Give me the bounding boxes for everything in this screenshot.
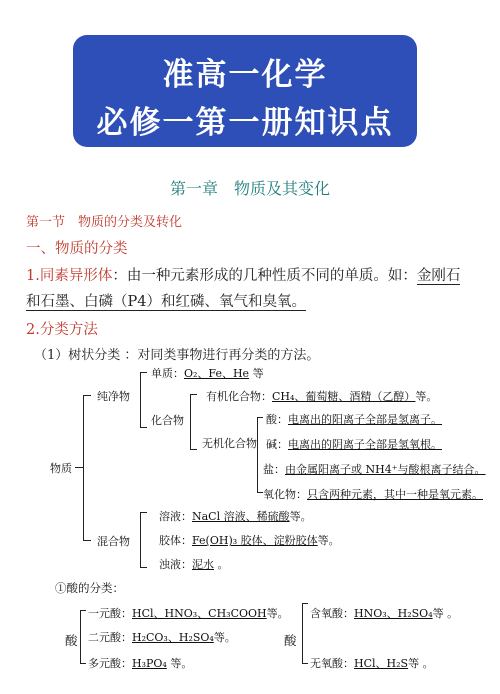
- non-oxyacid-values: HCl、H₂S: [354, 657, 409, 670]
- banner-line-1: 准高一化学: [162, 57, 328, 93]
- monoprotic-row: [88, 605, 289, 621]
- allotrope-text: ：由一种元素形成的几种性质不同的单质。如：: [112, 268, 417, 284]
- polyprotic-tail: 等。: [166, 657, 193, 670]
- paragraph-allotrope-cont: [26, 290, 306, 311]
- inorganic-bracket-top: [257, 417, 263, 418]
- root-bracket-tip: [75, 467, 83, 468]
- paragraph-allotrope: [26, 264, 460, 285]
- inorganic-bracket: [257, 417, 258, 493]
- organic-tail: 等。: [415, 390, 438, 403]
- root-bracket-top: [83, 395, 91, 396]
- acid-root-left: 酸: [65, 633, 78, 648]
- base-label: 碱：: [266, 438, 288, 451]
- solution-values: NaCl 溶液、稀硫酸: [192, 510, 290, 523]
- tree-method-text: （1）树状分类 ：对同类事物进行再分类的方法。: [34, 348, 320, 363]
- root-bracket-bottom: [83, 540, 91, 541]
- acid-row: [266, 411, 442, 427]
- allotrope-label: 1.同素异形体: [26, 268, 113, 284]
- colloid-row: [159, 532, 340, 548]
- oxide-row: [263, 486, 483, 502]
- turbid-values: 泥水: [192, 558, 214, 571]
- polyprotic-row: [88, 655, 192, 671]
- solution-row: [159, 508, 312, 524]
- mixture-label: 混合物: [97, 535, 130, 548]
- monoprotic-label: 一元酸：: [88, 607, 132, 620]
- acid-right-bracket-bottom: [302, 663, 308, 664]
- elemental-tail: 等: [249, 367, 264, 380]
- turbid-tail: 。: [214, 558, 229, 571]
- polyprotic-values: H₃PO₄: [132, 657, 167, 670]
- acid-right-bracket-top: [302, 603, 308, 604]
- classification-method-heading: 2.分类方法: [26, 322, 98, 338]
- non-oxyacid-tail: 等 。: [408, 657, 434, 670]
- salt-definition: 由金属阳离子或 NH4⁺与酸根离子结合。: [285, 463, 486, 476]
- acid-right-bracket: [302, 603, 303, 664]
- colloid-label: 胶体：: [159, 534, 192, 547]
- mixture-bracket: [140, 512, 141, 568]
- salt-row: [263, 461, 486, 477]
- monoprotic-values: HCl、HNO₃、CH₃COOH: [132, 607, 267, 620]
- oxyacid-label: 含氧酸：: [310, 607, 354, 620]
- banner-line-2: 必修一第一册知识点: [96, 105, 394, 141]
- base-row: [266, 436, 442, 452]
- solution-label: 溶液：: [159, 510, 192, 523]
- oxyacid-row: [310, 605, 458, 621]
- diprotic-label: 二元酸：: [88, 631, 132, 644]
- pure-bracket-bottom: [140, 427, 147, 428]
- oxyacid-values: HNO₃、H₂SO₄: [354, 607, 433, 620]
- allotrope-example-1: 金刚石: [416, 268, 461, 284]
- organic-values: CH₄、葡萄糖、酒精（乙醇）: [272, 390, 416, 403]
- allotrope-example-2: 和石墨、白磷（P4）和红磷、氧气和臭氧。: [26, 294, 306, 310]
- pure-bracket: [140, 372, 141, 428]
- organic-label: 有机化合物：: [206, 390, 272, 403]
- acid-left-bracket: [80, 610, 81, 664]
- base-definition: 电离出的阴离子全部是氢氧根。: [288, 438, 442, 451]
- title-banner: [73, 35, 417, 147]
- turbid-row: [159, 556, 229, 572]
- pure-substance-label: 纯净物: [97, 390, 130, 403]
- elemental-row: [151, 365, 264, 381]
- compound-bracket: [190, 394, 191, 450]
- root-bracket: [83, 395, 84, 541]
- acid-left-bracket-top: [80, 610, 86, 611]
- oxide-definition: 只含两种元素，其中一种是氧元素。: [307, 488, 483, 501]
- inorganic-label: 无机化合物: [202, 437, 257, 450]
- acid-root-right: 酸: [284, 633, 297, 648]
- oxyacid-tail: 等 。: [432, 607, 459, 620]
- colloid-tail: 等。: [317, 534, 340, 547]
- acid-definition: 电离出的阳离子全部是氢离子。: [288, 413, 442, 426]
- subsection-heading: 一、物质的分类: [26, 241, 128, 257]
- solution-tail: 等。: [289, 510, 312, 523]
- acid-left-bracket-bottom: [80, 663, 86, 664]
- non-oxyacid-row: [310, 655, 434, 671]
- elemental-values: O₂、Fe、He: [184, 367, 250, 380]
- oxide-label: 氧化物：: [263, 488, 307, 501]
- section-heading: 第一节 物质的分类及转化: [26, 215, 183, 230]
- compound-bracket-top: [190, 394, 197, 395]
- chapter-title: 第一章 物质及其变化: [169, 179, 330, 198]
- acid-classification-title: ①酸的分类：: [55, 581, 124, 595]
- diprotic-tail: 等。: [213, 631, 236, 644]
- mixture-bracket-bottom: [140, 567, 147, 568]
- diprotic-row: [88, 629, 236, 645]
- elemental-label: 单质：: [151, 367, 184, 380]
- salt-label: 盐：: [263, 463, 285, 476]
- organic-row: [206, 388, 437, 404]
- compound-label: 化合物: [151, 414, 184, 427]
- acid-label: 酸：: [266, 413, 288, 426]
- root-label: 物质: [50, 462, 72, 475]
- monoprotic-tail: 等。: [266, 607, 289, 620]
- turbid-label: 浊液：: [159, 558, 192, 571]
- colloid-values: Fe(OH)₃ 胶体、淀粉胶体: [192, 534, 318, 547]
- non-oxyacid-label: 无氧酸：: [310, 657, 354, 670]
- diprotic-values: H₂CO₃、H₂SO₄: [132, 631, 214, 644]
- mixture-bracket-top: [140, 512, 147, 513]
- polyprotic-label: 多元酸：: [88, 657, 132, 670]
- pure-bracket-top: [140, 372, 147, 373]
- compound-bracket-bottom: [190, 449, 197, 450]
